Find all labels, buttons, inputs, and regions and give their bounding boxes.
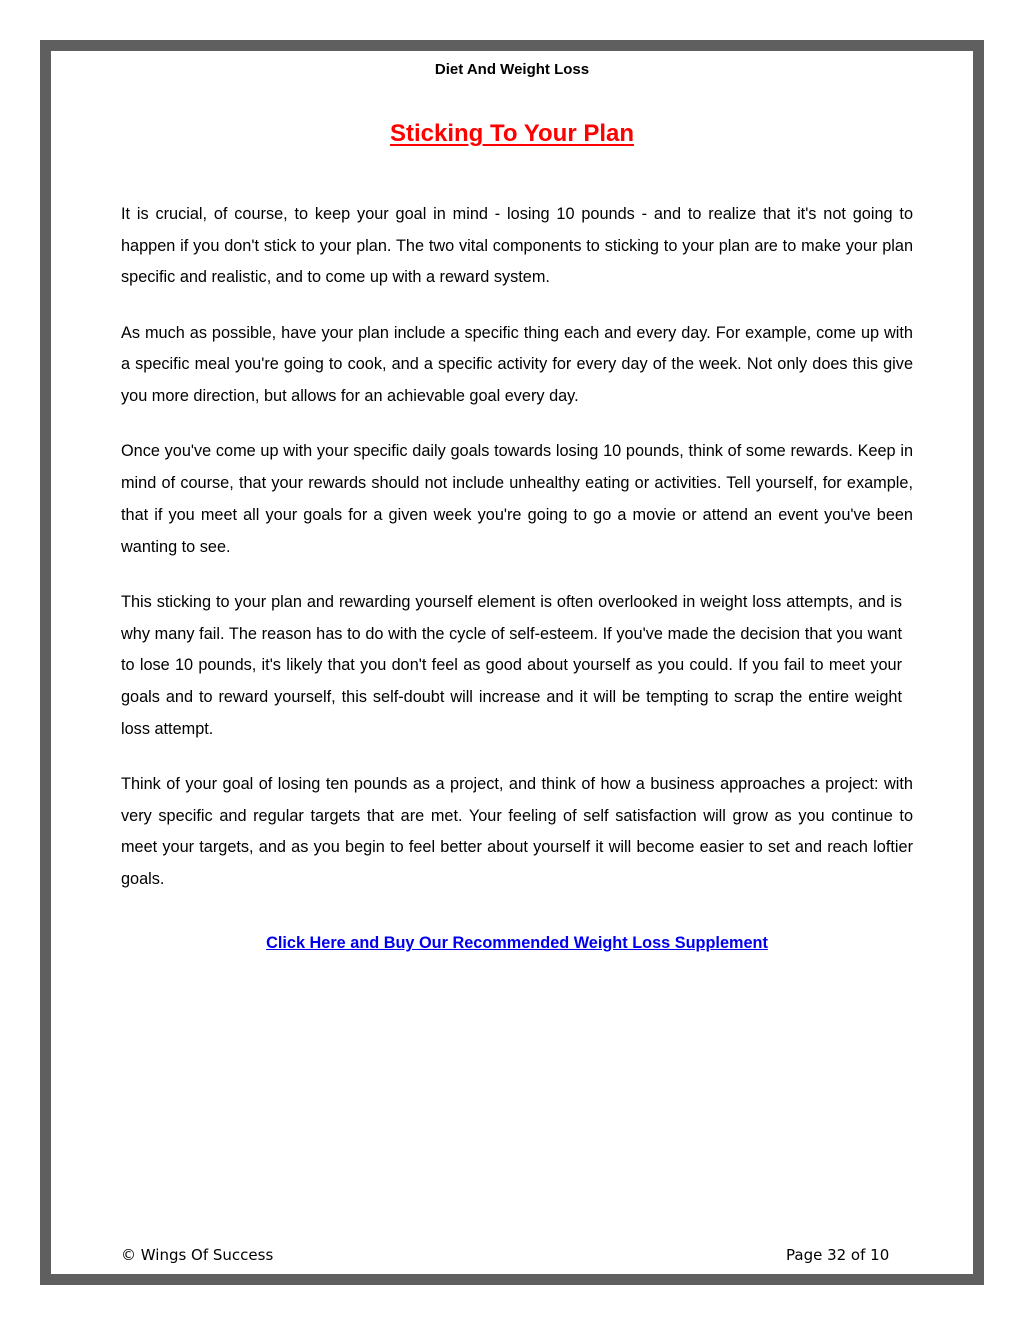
paragraph: As much as possible, have your plan include a specific thing each and every day. For example, come up with a specific meal you're going to cook, and a specific activity for every day of the week. Not only does this give you more direction, but allows for an achievable goal every day. xyxy=(121,323,913,406)
running-header: Diet And Weight Loss xyxy=(434,61,590,78)
footer-page-number: Page 32 of 10 xyxy=(786,1246,890,1264)
paragraph: This sticking to your plan and rewarding yourself element is often overlooked in weight loss attempts, and is why many fail. The reason has to do with the cycle of self-esteem. If you've made the decision that you want to lose 10 pounds, it's likely that you don't feel as good about yourself as you could. If you fail to meet your goals and to reward yourself, this self-doubt will increase and it will be tempting to scrap the entire weight loss attempt. xyxy=(121,592,902,738)
chapter-title: Sticking To Your Plan xyxy=(389,120,635,147)
paragraph: Once you've come up with your specific daily goals towards losing 10 pounds, think of some rewards. Keep in mind of course, that your rewards should not include unhealthy eating or activities. Tell yourself, for example, that if you meet all your goals for a given week you're going to go a movie or attend an event you've been wanting to see. xyxy=(121,442,913,556)
body-text xyxy=(121,199,913,896)
footer-copyright: © Wings Of Success xyxy=(121,1246,274,1264)
paragraph: Think of your goal of losing ten pounds as a project, and think of how a business approaches a project: with very specific and regular targets that are met. Your feeling of self satisfaction will grow as you continue to meet your targets, and as you begin to feel better about yourself it will become easier to set and reach loftier goals. xyxy=(121,774,913,889)
paragraph: It is crucial, of course, to keep your goal in mind - losing 10 pounds - and to realize that it's not going to happen if you don't stick to your plan. The two vital components to sticking to your plan are to make your plan specific and realistic, and to come up with a reward system. xyxy=(121,205,913,287)
buy-supplement-link[interactable]: Click Here and Buy Our Recommended Weight Loss Supplement xyxy=(266,934,768,952)
